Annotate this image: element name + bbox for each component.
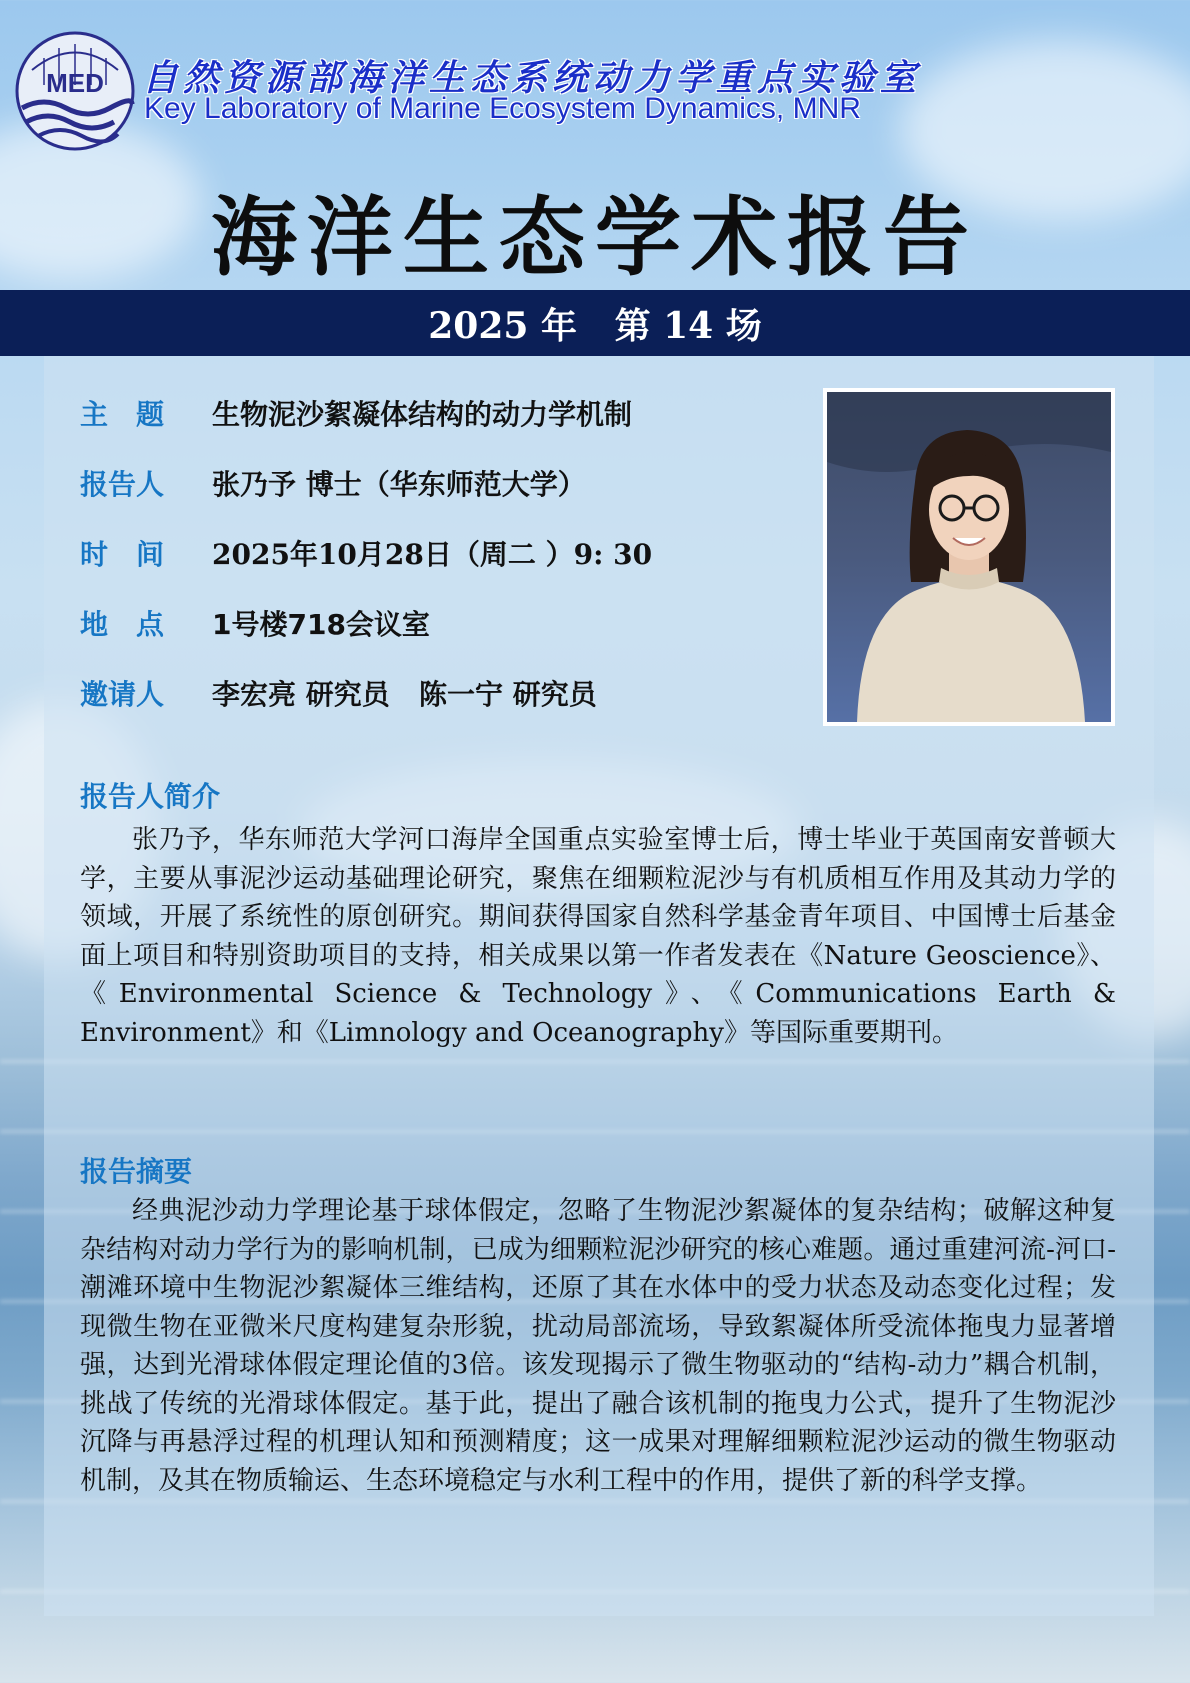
info-label: 地 点 (80, 608, 165, 641)
info-value: 2025年10月28日（周二 ）9: 30 (212, 538, 653, 571)
poster-title: 海洋生态学术报告 (211, 187, 979, 288)
lab-name-en: Key Laboratory of Marine Ecosystem Dynamics, MNR (144, 92, 861, 125)
logo-text: MED (46, 68, 104, 98)
info-row-topic (80, 393, 632, 433)
bio-heading: 报告人简介 (80, 780, 221, 813)
info-label: 主 题 (80, 398, 165, 431)
abstract-text: 经典泥沙动力学理论基于球体假定，忽略了生物泥沙絮凝体的复杂结构；破解这种复杂结构对动力学行为的影响机制，已成为细颗粒泥沙研究的核心难题。通过重建河流-河口-潮滩环境中生物泥沙絮凝体三维结构，还原了其在水体中的受力状态及动态变化过程；发现微生物在亚微米尺度构建复杂形貌，扰动局部流场，导致絮凝体所受流体拖曳力显著增强，达到光滑球体假定理论值的3倍。该发现揭示了微生物驱动的“结构-动力”耦合机制，挑战了传统的光滑球体假定。基于此，提出了融合该机制的拖曳力公式，提升了生物泥沙沉降与再悬浮过程的机理认知和预测精度；这一成果对理解细颗粒泥沙运动的微生物驱动机制，及其在物质输运、生态环境稳定与水利工程中的作用，提供了新的科学支撑。 (80, 1196, 1116, 1496)
info-row-inviter (80, 673, 597, 713)
info-label: 时 间 (80, 538, 165, 571)
session-text: 2025 年 第 14 场 (428, 304, 762, 347)
abstract-heading: 报告摘要 (80, 1155, 193, 1188)
speaker-photo (823, 388, 1115, 726)
info-label: 邀请人 (80, 678, 165, 711)
info-value: 1号楼718会议室 (212, 608, 430, 641)
bio-text: 张乃予，华东师范大学河口海岸全国重点实验室博士后，博士毕业于英国南安普顿大学，主要从事泥沙运动基础理论研究，聚焦在细颗粒泥沙与有机质相互作用及其动力学的领域，开展了系统性的原创研究。期间获得国家自然科学基金青年项目、中国博士后基金面上项目和特别资助项目的支持，相关成果以第一作者发表在《Nature Geoscience》、《Environmental Science & Technology》、《Communications Earth & Environment》和《Limnology and Oceanography》等国际重要期刊。 (80, 825, 1116, 1048)
info-row-speaker (80, 463, 586, 503)
info-label: 报告人 (80, 468, 165, 501)
lab-name-cn: 自然资源部海洋生态系统动力学重点实验室 (142, 57, 922, 99)
info-row-location (80, 603, 430, 643)
info-row-time (80, 533, 652, 573)
session-banner (0, 290, 1190, 356)
info-value: 生物泥沙絮凝体结构的动力学机制 (212, 398, 633, 431)
lab-logo (14, 30, 136, 152)
info-value: 李宏亮 研究员 陈一宁 研究员 (212, 678, 597, 711)
info-value: 张乃予 博士（华东师范大学） (212, 468, 586, 501)
